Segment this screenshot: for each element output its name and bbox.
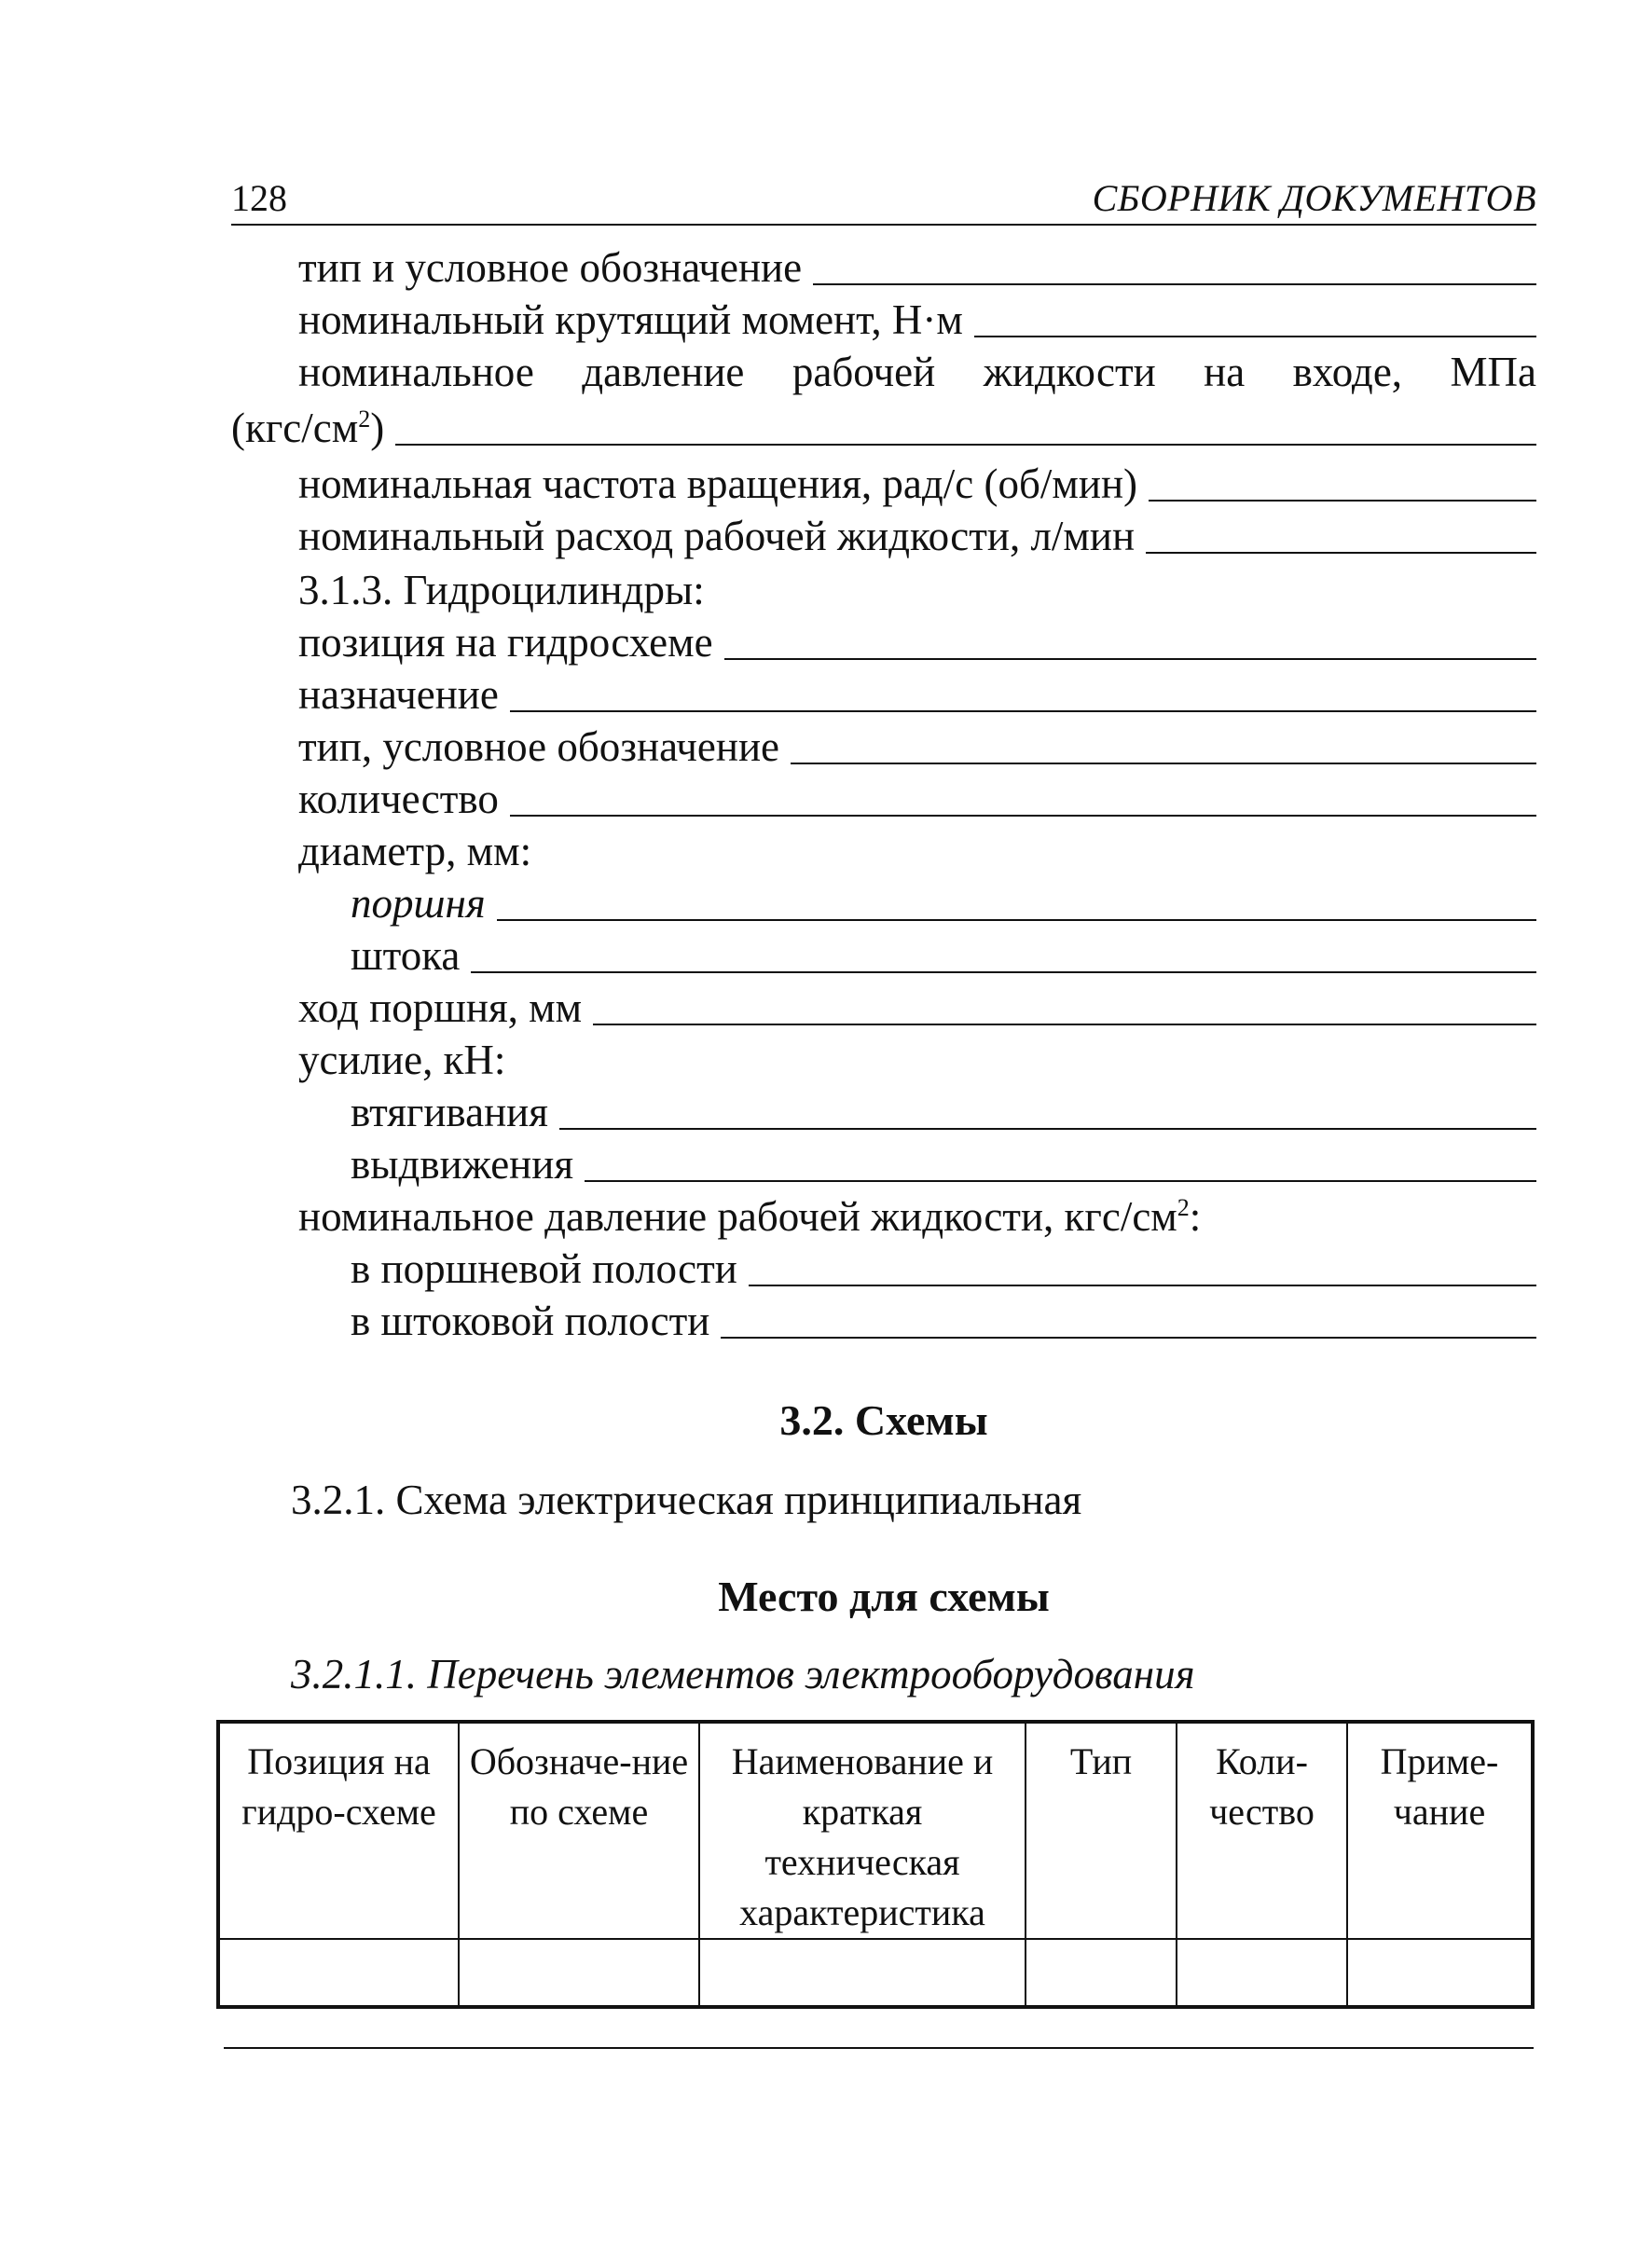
field-label: тип, условное обозначение — [298, 723, 780, 770]
page-header — [231, 175, 1536, 226]
field-stroke[interactable] — [231, 981, 1536, 1029]
field-retraction[interactable] — [231, 1085, 1536, 1134]
table-cell[interactable] — [699, 1939, 1026, 2007]
cylinders-heading — [231, 563, 1536, 612]
field-blank-line[interactable] — [1149, 500, 1536, 502]
field-quantity[interactable] — [231, 772, 1536, 820]
force-label — [231, 1033, 1536, 1081]
running-title: СБОРНИК ДОКУМЕНТОВ — [1092, 177, 1536, 219]
field-blank-line[interactable] — [791, 763, 1536, 764]
field-label: позиция на гидросхеме — [298, 619, 713, 666]
field-blank-line[interactable] — [974, 336, 1536, 337]
field-flow-rate[interactable] — [231, 509, 1536, 557]
column-header-designation: Обозначе-ние по схеме — [459, 1722, 699, 1939]
field-type-designation-2[interactable] — [231, 720, 1536, 768]
field-rod-cavity[interactable] — [231, 1294, 1536, 1342]
field-extension[interactable] — [231, 1137, 1536, 1186]
field-label: ход поршня, мм — [298, 984, 583, 1031]
field-label: $(кгс/см^2)$ — [231, 405, 385, 451]
field-blank-line[interactable] — [510, 710, 1536, 712]
field-rod[interactable] — [231, 928, 1536, 977]
elements-list-title: 3.2.1.1. Перечень элементов электрооборудования — [291, 1651, 1195, 1697]
field-piston[interactable] — [231, 876, 1536, 925]
field-blank-line[interactable] — [585, 1180, 1536, 1182]
elements-table — [216, 1720, 1535, 2009]
field-blank-line[interactable] — [1146, 552, 1536, 554]
field-blank-line[interactable] — [395, 444, 1536, 446]
table-header-row — [218, 1722, 1533, 1939]
field-label: номинальный крутящий момент, Н·м — [298, 296, 963, 343]
page-number: 128 — [231, 177, 287, 219]
field-position[interactable] — [231, 615, 1536, 664]
field-inlet-pressure-units[interactable] — [231, 401, 1536, 449]
schema-placeholder: Место для схемы — [718, 1573, 1050, 1620]
field-label: усилие, кН: — [298, 1037, 506, 1083]
field-label: номинальное давление рабочей жидкости, кгс/$см^2$: — [298, 1193, 1202, 1240]
field-blank-line[interactable] — [497, 919, 1536, 921]
field-purpose[interactable] — [231, 667, 1536, 716]
column-header-position: Позиция на гидро-схеме — [218, 1722, 459, 1939]
field-label: номинальная частота вращения, рад/с (об/мин) — [298, 460, 1138, 507]
table-cell[interactable] — [1026, 1939, 1177, 2007]
column-header-type: Тип — [1026, 1722, 1177, 1939]
field-label: в поршневой полости — [351, 1245, 737, 1292]
field-torque[interactable] — [231, 293, 1536, 341]
field-label: диаметр, мм: — [298, 828, 532, 874]
bottom-divider — [224, 2047, 1534, 2049]
field-blank-line[interactable] — [749, 1285, 1536, 1286]
field-piston-cavity[interactable] — [231, 1242, 1536, 1290]
field-inlet-pressure — [231, 345, 1536, 393]
field-type-designation[interactable] — [231, 241, 1536, 289]
field-label: номинальное давление рабочей жидкости на входе, МПа — [298, 349, 1536, 395]
field-blank-line[interactable] — [813, 283, 1536, 285]
field-blank-line[interactable] — [510, 815, 1536, 817]
table-row — [218, 1939, 1533, 2007]
nominal-pressure-label — [231, 1189, 1536, 1238]
field-label: номинальный расход рабочей жидкости, л/мин — [298, 513, 1136, 559]
column-header-name: Наименование и краткая техническая характеристика — [699, 1722, 1026, 1939]
field-label: втягивания — [351, 1089, 548, 1135]
field-rotation-speed[interactable] — [231, 457, 1536, 505]
field-label: назначение — [298, 671, 499, 718]
diameter-label — [231, 824, 1536, 873]
schema-item: 3.2.1. Схема электрическая принципиальная — [291, 1477, 1082, 1523]
table-cell[interactable] — [459, 1939, 699, 2007]
field-label: количество — [298, 776, 499, 822]
field-blank-line[interactable] — [471, 971, 1536, 973]
table-cell[interactable] — [218, 1939, 459, 2007]
field-label: штока — [351, 932, 461, 979]
column-header-quantity: Коли-чество — [1177, 1722, 1347, 1939]
field-blank-line[interactable] — [593, 1024, 1536, 1025]
field-blank-line[interactable] — [724, 658, 1536, 660]
subsection-label: 3.1.3. Гидроцилиндры: — [298, 567, 705, 613]
section-heading: 3.2. Схемы — [779, 1396, 988, 1444]
field-label: в штоковой полости — [351, 1298, 710, 1344]
field-blank-line[interactable] — [559, 1128, 1536, 1130]
column-header-note: Приме-чание — [1347, 1722, 1533, 1939]
table-cell[interactable] — [1347, 1939, 1533, 2007]
field-label: выдвижения — [351, 1141, 574, 1188]
field-label: тип и условное обозначение — [298, 244, 803, 291]
field-label: поршня — [351, 880, 486, 927]
table-cell[interactable] — [1177, 1939, 1347, 2007]
field-blank-line[interactable] — [721, 1337, 1536, 1339]
